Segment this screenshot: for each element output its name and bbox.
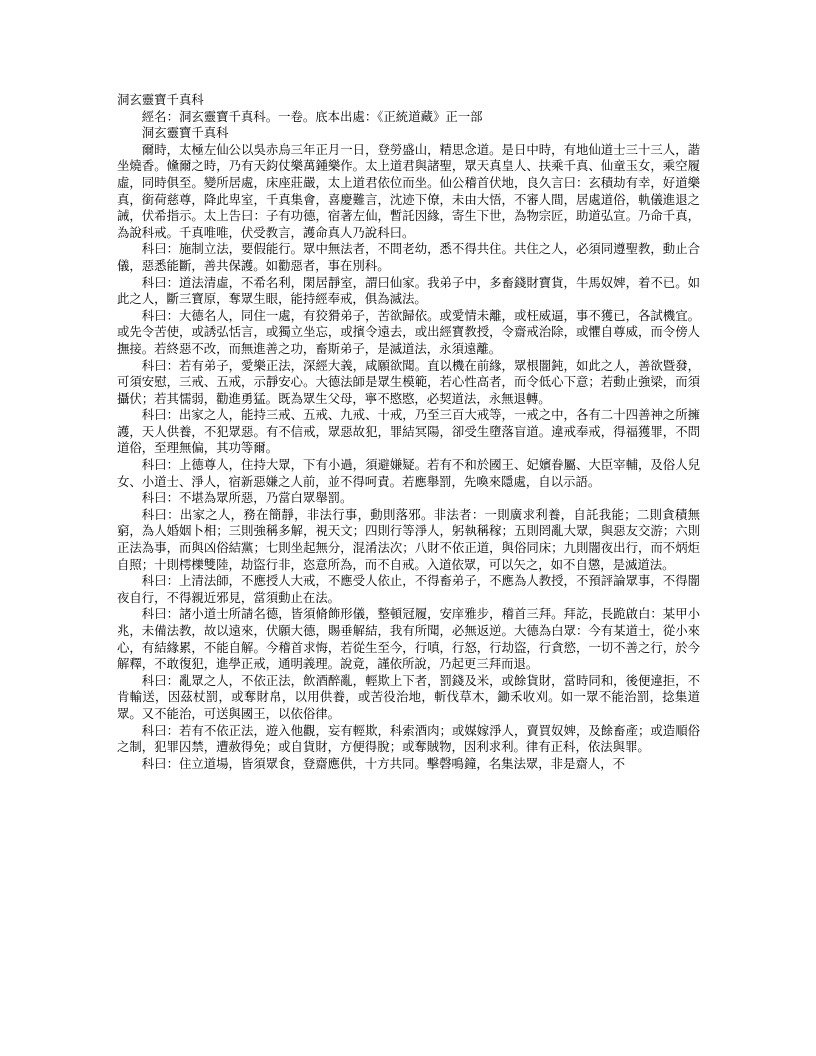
paragraph-ke-5: 科曰：出家之人，能持三戒、五戒、九戒、十戒，乃至三百大戒等，一戒之中，各有二十四善神之所擁護，天人供養，不犯眾惡。有不信戒，眾惡故犯，罪結冥陽，卻受生墮落盲道。違戒奉戒，得福獲罪，不問道俗，至理無偏，其功等爾。 <box>117 407 700 456</box>
paragraph-ke-13: 科曰：住立道場，皆須眾食，登齋應供，十方共同。擊磬鳴鐘，名集法眾，非是齋人，不 <box>141 755 626 771</box>
paragraph-ke-9: 科曰：上清法師，不應授人大戒，不應受人依止，不得畜弟子，不應為人教授，不預評論眾事，不得闇夜自行，不得親近邪見，當須動止在法。 <box>117 573 700 605</box>
paragraph-ke-12: 科曰：若有不依正法，遊入他觀，妄有輕欺，科索酒肉；或媒嫁淨人，賣買奴婢，及餘畜產；或造順俗之制，犯罪囚禁，遭赦得免；或自貨財，方便得脫；或奪賊物，因利求利。律有正科，依法與罪。 <box>117 722 700 755</box>
paragraph-opening: 爾時，太極左仙公以吳赤烏三年正月一日，登勞盛山，精思念道。是日中時，有地仙道士三十三人，諧坐燒香。儵爾之時，乃有天鈞仗樂萬鍾樂作。太上道君與諸聖，眾天真皇人、扶乘千真、仙童玉女，乘空履虛，同時俱至。變所居處，床座莊嚴，太上道君依位而坐。仙公稽首伏地，良久言曰：玄積劫有幸，好道樂真，銜荷慈尊，降此卑室，千真集會，喜慶難言，沈迹下僚，未由大悟，不審人間，居處道俗，軌儀進退之誡，伏希指示。太上告曰：子有功德，宿著左仙，暫託因緣，寄生下世，為物宗匠，助道弘宣。乃命千真，為說科戒。千真唯唯，伏受教言，護命真人乃說科曰。 <box>117 141 700 240</box>
paragraph-ke-11: 科曰：亂眾之人，不依正法，飲酒醉亂，輕欺上下者，罰錢及米，或餘貨財，當時同和，後便違拒，不肯輸送，因茲杖罰，或奪財帛，以用供養，或苦役治地，斬伐草木，鋤禾收刈。如一眾不能治罰，捻集道眾。又不能治，可送與國王，以依俗律。 <box>117 672 700 721</box>
paragraph-ke-10: 科曰：諸小道士所請名德，皆須脩飾形儀，整頓冠履，安庠雅步，稽首三拜。拜訖，長跪啟白：某甲小兆，未備法教，故以遠來，伏願大德，賜垂解結，我有所聞，必無返逆。大德為白眾：今有某道士，從小來心，有結緣累，不能自解。今稽首求悔，若從生至今，行嗔，行怒，行劫盜，行貪慾，一切不善之行，於今解釋，不敢復犯，進學正戒，通明義理。說竟，謹依所說，乃起更三拜而退。 <box>117 606 700 672</box>
scripture-info: 經名：洞玄靈寶千真科。一卷。底本出處：《正統道藏》正一部 <box>141 108 483 124</box>
inner-title: 洞玄靈寶千真科 <box>141 125 229 141</box>
paragraph-ke-7: 科曰：不堪為眾所惡，乃當白眾舉罰。 <box>141 490 353 506</box>
doc-heading: 洞玄靈寶千真科 <box>117 92 204 107</box>
paragraph-ke-6: 科曰：上德尊人，住持大眾，下有小過，須避嫌疑。若有不和於國王、妃嬪眷屬、大臣宰輔，及俗人兒女、小道士、淨人，宿新惡嫌之人前，並不得呵責。若應舉罰，先喚來隱處，自以示語。 <box>117 457 700 489</box>
paragraph-ke-8: 科曰：出家之人，務在簡靜，非法行事，動則落邪。非法者：一則廣求利養，自託我能；二則貪積無窮，為人婚姻卜相；三則強稱多解，視天文；四則行等淨人，躬執稱稼；五則罔亂大眾，與惡友交游；六則正法為事，而與凶俗結黨；七則坐起無分，混淆法次；八財不依正道，與俗同床；九則闇夜出行，而不炳炬自照；十則樗櫟雙陸，劫盜行非，恣意所為，而不自戒。入道依眾，可以矢之，如不自懲，是滅道法。 <box>117 506 700 572</box>
paragraph-ke-1: 科曰：施制立法，要假能行。眾中無法者，不問老幼，悉不得共住。共住之人，必須同遵聖教，動止合儀，惡悉能斷，善共保護。如勸惡者，事在別科。 <box>117 241 700 273</box>
paragraph-ke-2: 科曰：道法清虛，不希名利，閑居靜室，謂曰仙家。我弟子中，多畜錢財寶貨，牛馬奴婢，着不已。如此之人，斷三寶原，奪眾生眼，能持經奉戒，俱為滅法。 <box>117 274 700 307</box>
paragraph-ke-4: 科曰：若有弟子，愛樂正法，深經大義，咸願欲聞。直以機在前緣，眾根闇鈍，如此之人，善欲暨發，可須安慰，三戒、五戒，示靜安心。大德法師是眾生模範，若心性高者，而令低心下意；若動止強梁，而須攝伏；若其懦弱，勸進勇猛。既為眾生父母，寧不愍愍，必契道法，永無退轉。 <box>117 357 700 406</box>
paragraph-ke-3: 科曰：大德名人，同住一處，有狡猾弟子，苦欲歸依。或愛情未離，或枉威逼，事不獲已，各試機宜。或先令苦使，或誘弘恬言，或獨立坐忘，或擯令遠去，或出經寶教授，令齋戒治除，或懼自尊威，而令傍人撫接。若終惡不改，而無進善之功，畜斯弟子，是滅道法，永須遠離。 <box>117 307 700 356</box>
document-body <box>117 92 700 772</box>
